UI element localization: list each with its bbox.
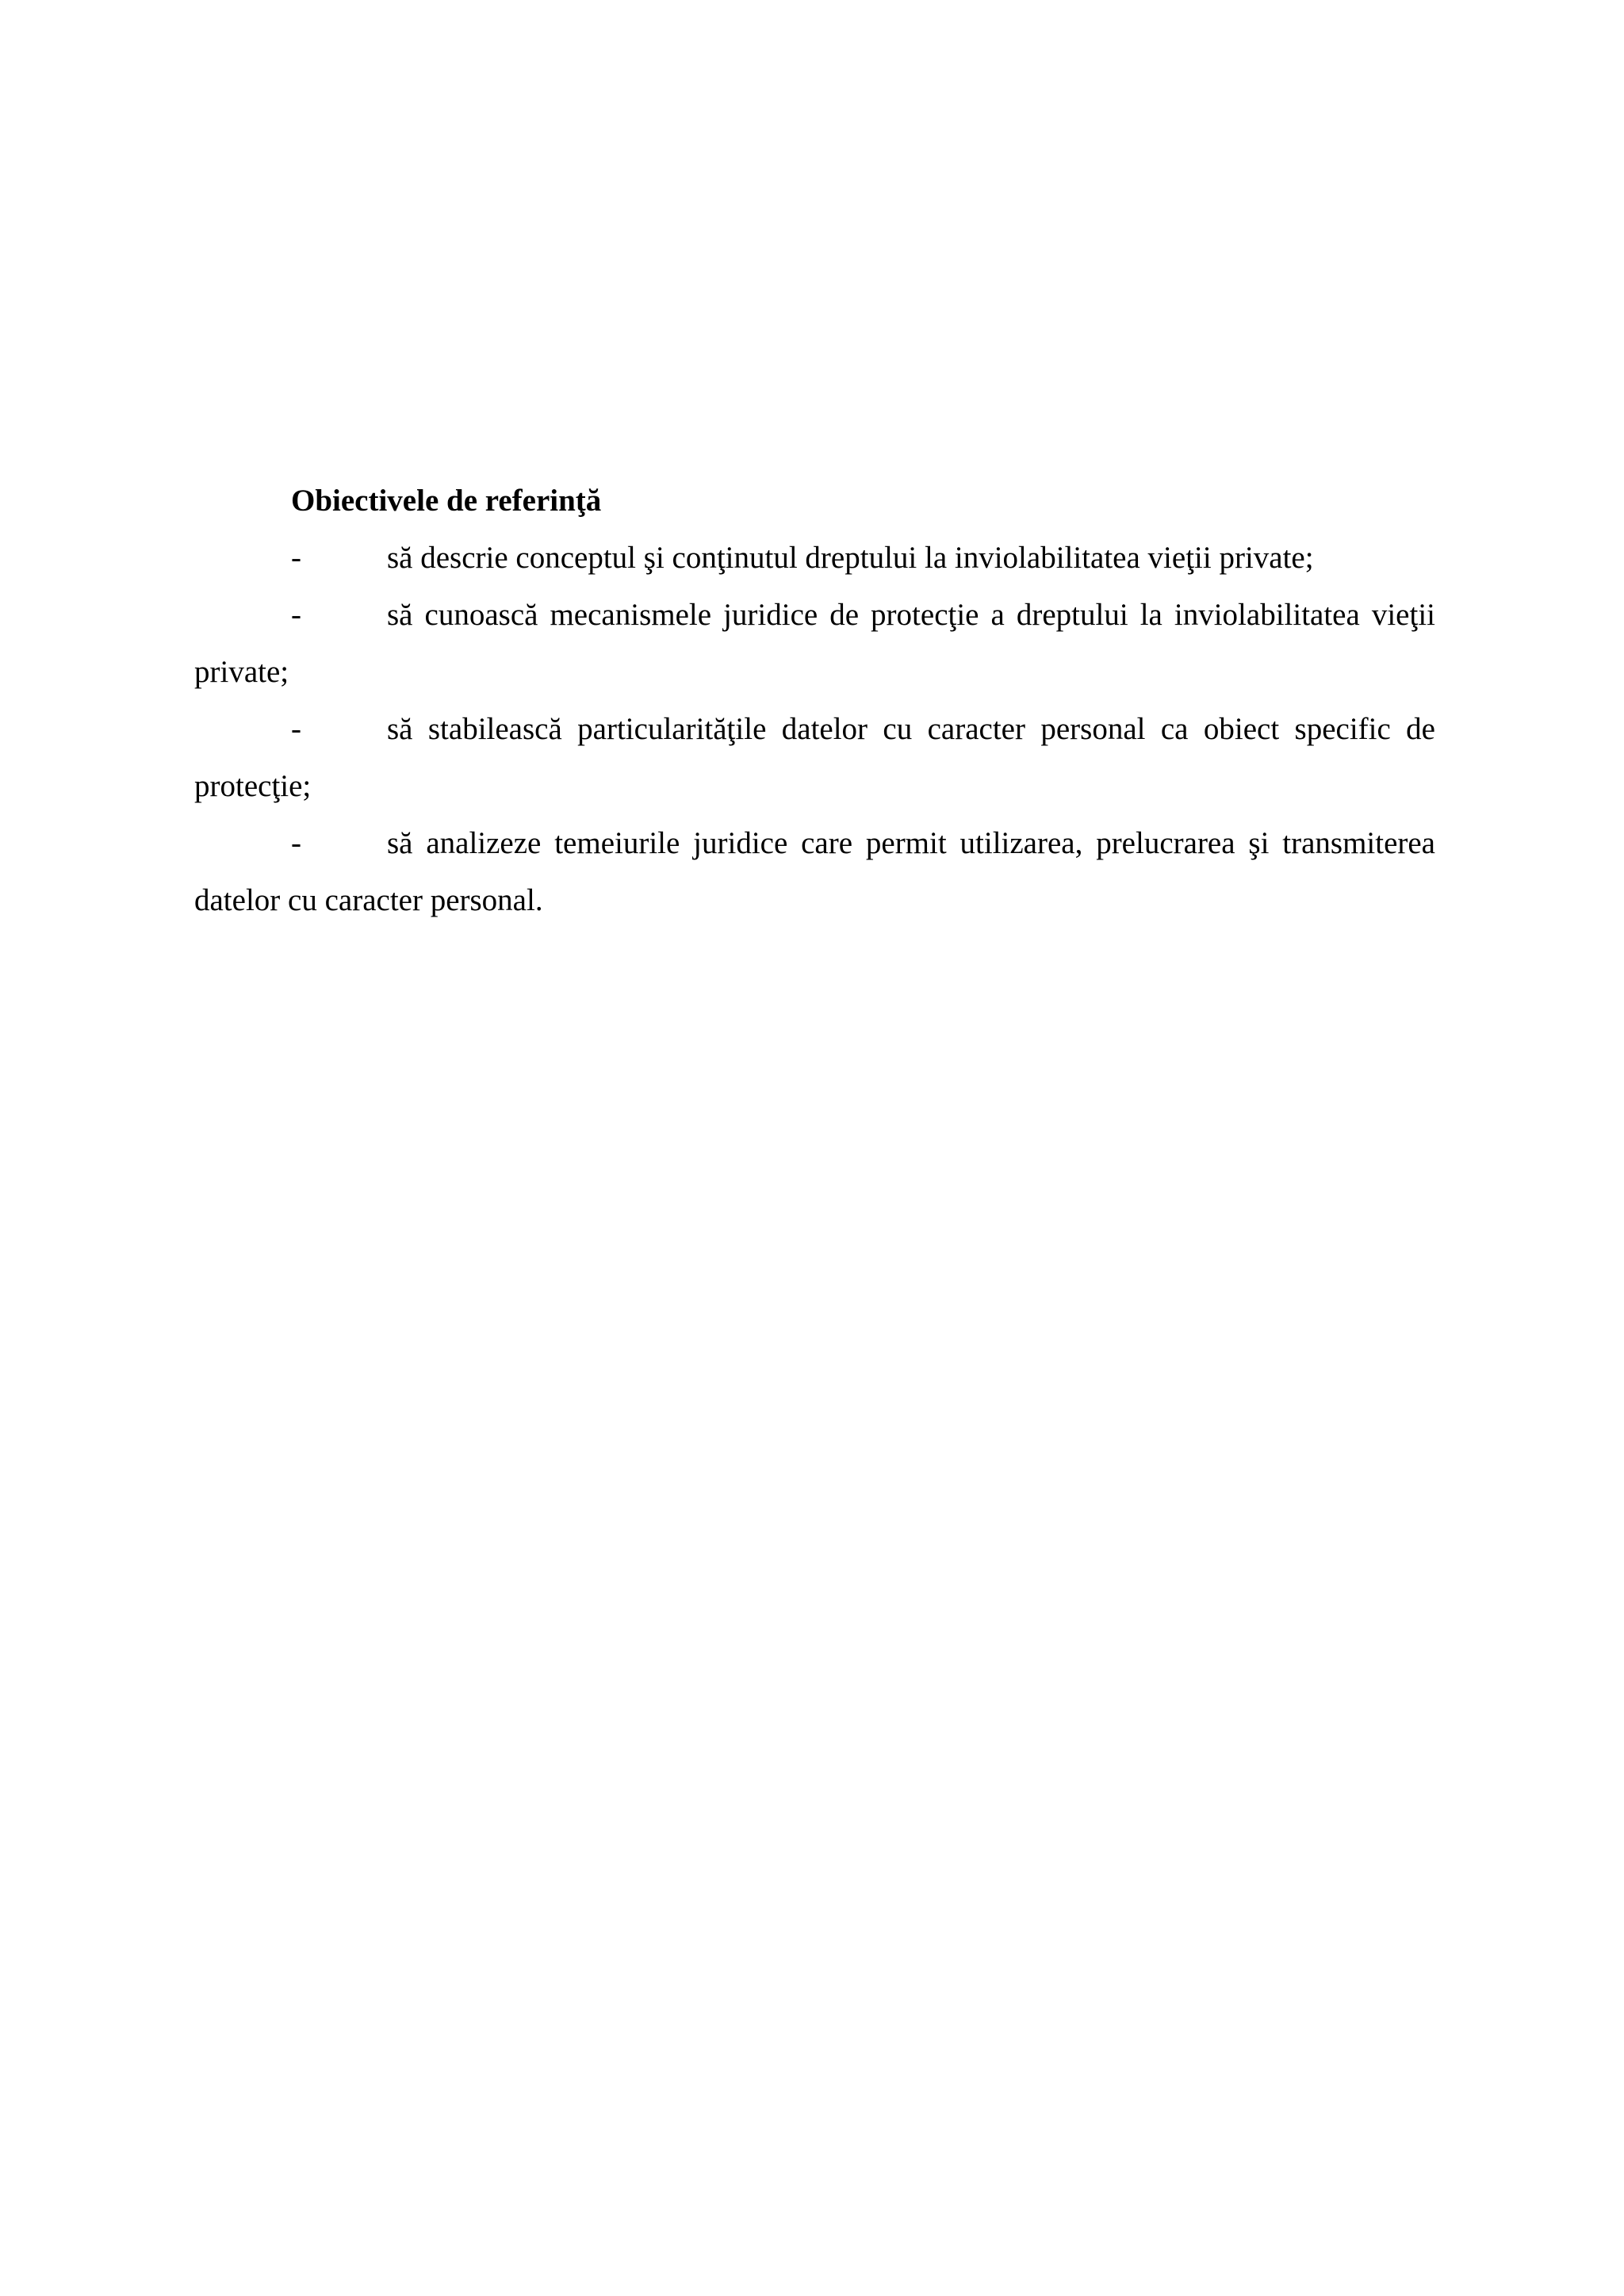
objectives-section <box>194 473 1435 929</box>
list-item-text: să stabilească particularităţile datelor cu caracter personal ca obiect specific de protecţie; <box>194 712 1435 803</box>
list-item <box>194 587 1435 701</box>
list-item-text: să cunoască mecanismele juridice de protecţie a dreptului la inviolabilitatea vieţii private; <box>194 598 1435 689</box>
list-item-text: să descrie conceptul şi conţinutul dreptului la inviolabilitatea vieţii private; <box>387 541 1314 575</box>
list-item <box>194 530 1435 587</box>
list-item-marker: - <box>291 826 301 860</box>
section-heading: Obiectivele de referinţă <box>291 484 602 518</box>
list-item-marker: - <box>291 598 301 632</box>
objectives-list <box>194 530 1435 929</box>
list-item-text: să analizeze temeiurile juridice care permit utilizarea, prelucrarea şi transmiterea datelor cu caracter personal. <box>194 826 1435 917</box>
list-item <box>194 815 1435 929</box>
list-item-marker: - <box>291 712 301 746</box>
list-item-marker: - <box>291 541 301 575</box>
list-item <box>194 701 1435 815</box>
